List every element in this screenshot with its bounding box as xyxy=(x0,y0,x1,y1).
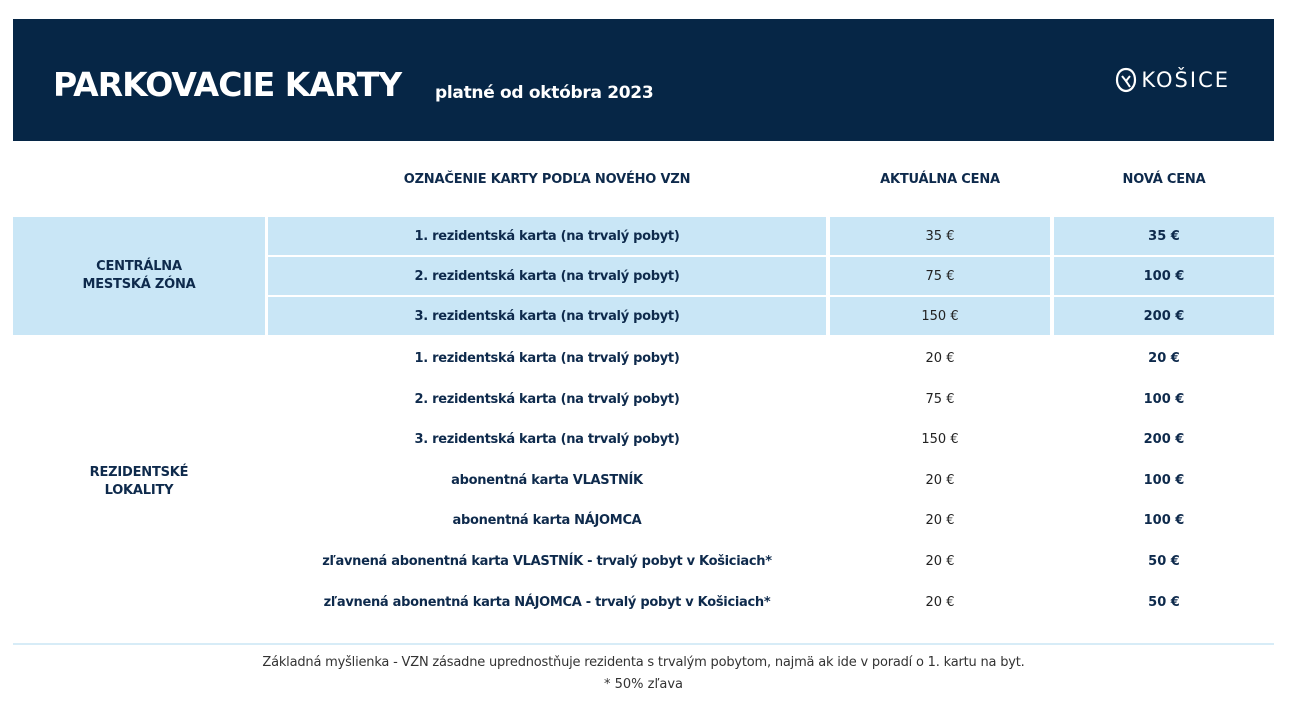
row-new-price: 35 € xyxy=(1054,217,1274,255)
column-header-name: OZNAČENIE KARTY PODĽA NOVÉHO VZN xyxy=(403,172,691,187)
row-name: 2. rezidentská karta (na trvalý pobyt) xyxy=(268,257,826,295)
row-name: 1. rezidentská karta (na trvalý pobyt) xyxy=(414,350,680,366)
row-current-price: 20 € xyxy=(925,512,955,528)
kosice-logo xyxy=(1115,65,1230,95)
row-name: abonentná karta VLASTNÍK xyxy=(451,472,643,488)
row-current-price: 75 € xyxy=(925,391,955,407)
row-new-price: 50 € xyxy=(1148,594,1180,610)
row-new-price: 100 € xyxy=(1143,391,1185,407)
row-name: 3. rezidentská karta (na trvalý pobyt) xyxy=(414,431,680,447)
row-current-price: 20 € xyxy=(925,350,955,366)
row-new-price: 100 € xyxy=(1143,512,1185,528)
row-current-price: 75 € xyxy=(830,257,1050,295)
header-banner xyxy=(13,19,1274,141)
row-current-price: 20 € xyxy=(925,553,955,569)
page-subtitle: platné od októbra 2023 xyxy=(435,83,654,103)
column-header-current: AKTUÁLNA CENA xyxy=(880,172,1000,187)
row-name: 1. rezidentská karta (na trvalý pobyt) xyxy=(268,217,826,255)
zone-label-residential: REZIDENTSKÉ LOKALITY xyxy=(89,465,189,498)
row-name: zľavnená abonentná karta NÁJOMCA - trvalý pobyt v Košiciach* xyxy=(323,594,771,610)
row-new-price: 100 € xyxy=(1143,472,1185,488)
row-new-price: 200 € xyxy=(1054,297,1274,335)
row-current-price: 150 € xyxy=(830,297,1050,335)
logo-text: KOŠICE xyxy=(1141,68,1230,92)
row-name: 3. rezidentská karta (na trvalý pobyt) xyxy=(268,297,826,335)
row-current-price: 150 € xyxy=(921,431,959,447)
footer-divider xyxy=(13,643,1274,645)
footer-footnote: * 50% zľava xyxy=(604,677,683,692)
row-current-price: 20 € xyxy=(925,594,955,610)
row-new-price: 50 € xyxy=(1148,553,1180,569)
row-name: 2. rezidentská karta (na trvalý pobyt) xyxy=(414,391,680,407)
row-new-price: 100 € xyxy=(1054,257,1274,295)
row-name: zľavnená abonentná karta VLASTNÍK - trvalý pobyt v Košiciach* xyxy=(322,553,772,569)
row-new-price: 20 € xyxy=(1148,350,1180,366)
zone-label-central: CENTRÁLNA MESTSKÁ ZÓNA xyxy=(13,217,265,335)
row-new-price: 200 € xyxy=(1143,431,1185,447)
row-name: abonentná karta NÁJOMCA xyxy=(452,512,642,528)
page-title: PARKOVACIE KARTY xyxy=(53,65,402,104)
row-current-price: 20 € xyxy=(925,472,955,488)
footer-note: Základná myšlienka - VZN zásadne uprednostňuje rezidenta s trvalým pobytom, najmä ak ide v poradí o 1. kartu na byt. xyxy=(262,655,1025,670)
column-header-new: NOVÁ CENA xyxy=(1122,172,1206,187)
row-current-price: 35 € xyxy=(830,217,1050,255)
kosice-logo-icon xyxy=(1115,67,1137,93)
